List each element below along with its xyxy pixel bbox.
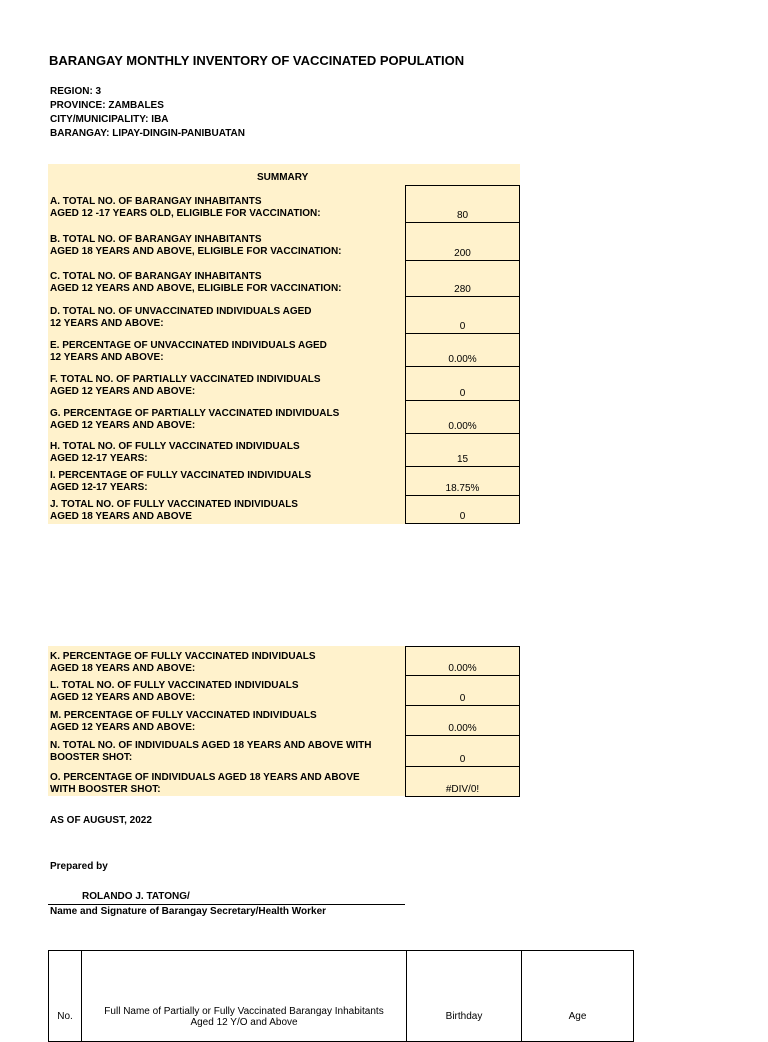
summary-heading: SUMMARY — [257, 172, 309, 183]
vaccinated-list-table — [48, 950, 634, 1042]
summary-row-b-label: B. TOTAL NO. OF BARANGAY INHABITANTS AGED 18 YEARS AND ABOVE, ELIGIBLE FOR VACCINATION: — [50, 234, 342, 257]
summary-row-o-label: O. PERCENTAGE OF INDIVIDUALS AGED 18 YEARS AND ABOVE WITH BOOSTER SHOT: — [50, 772, 360, 795]
summary-row-c-value: 280 — [405, 260, 520, 297]
summary-row-b-value: 200 — [405, 222, 520, 261]
header-age: Age — [522, 951, 634, 1042]
summary-row-f-value: 0 — [405, 366, 520, 401]
summary-row-j-label: J. TOTAL NO. OF FULLY VACCINATED INDIVIDUALS AGED 18 YEARS AND ABOVE — [50, 499, 298, 522]
region-label: REGION: 3 — [50, 86, 102, 97]
summary-row-l-value: 0 — [405, 675, 520, 706]
summary-row-m-value: 0.00% — [405, 705, 520, 736]
summary-row-c-label: C. TOTAL NO. OF BARANGAY INHABITANTS AGED 12 YEARS AND ABOVE, ELIGIBLE FOR VACCINATION: — [50, 271, 342, 294]
location-info — [50, 85, 245, 141]
summary-row-e-value: 0.00% — [405, 333, 520, 367]
province-label: PROVINCE: ZAMBALES — [50, 100, 164, 111]
summary-row-h-label: H. TOTAL NO. OF FULLY VACCINATED INDIVIDUALS AGED 12-17 YEARS: — [50, 441, 300, 464]
summary-row-n-label: N. TOTAL NO. OF INDIVIDUALS AGED 18 YEARS AND ABOVE WITH BOOSTER SHOT: — [50, 740, 372, 763]
summary-row-o-value: #DIV/0! — [405, 766, 520, 797]
page-title: BARANGAY MONTHLY INVENTORY OF VACCINATED POPULATION — [49, 53, 465, 68]
summary-row-d-value: 0 — [405, 296, 520, 334]
summary-row-l-label: L. TOTAL NO. OF FULLY VACCINATED INDIVIDUALS AGED 12 YEARS AND ABOVE: — [50, 680, 299, 703]
as-of-date: AS OF AUGUST, 2022 — [50, 815, 152, 826]
summary-row-m-label: M. PERCENTAGE OF FULLY VACCINATED INDIVIDUALS AGED 12 YEARS AND ABOVE: — [50, 710, 317, 733]
summary-row-a-value: 80 — [405, 185, 520, 223]
summary-row-g-value: 0.00% — [405, 400, 520, 434]
header-no: No. — [49, 951, 82, 1042]
signer-name: ROLANDO J. TATONG/ — [82, 891, 190, 902]
summary-row-e-label: E. PERCENTAGE OF UNVACCINATED INDIVIDUALS AGED 12 YEARS AND ABOVE: — [50, 340, 327, 363]
summary-row-a-label: A. TOTAL NO. OF BARANGAY INHABITANTS AGED 12 -17 YEARS OLD, ELIGIBLE FOR VACCINATION: — [50, 196, 321, 219]
summary-row-k-label: K. PERCENTAGE OF FULLY VACCINATED INDIVIDUALS AGED 18 YEARS AND ABOVE: — [50, 651, 316, 674]
prepared-by-label: Prepared by — [50, 861, 108, 872]
summary-row-k-value: 0.00% — [405, 646, 520, 676]
summary-row-i-label: I. PERCENTAGE OF FULLY VACCINATED INDIVIDUALS AGED 12-17 YEARS: — [50, 470, 312, 493]
summary-row-i-value: 18.75% — [405, 466, 520, 496]
barangay-label: BARANGAY: LIPAY-DINGIN-PANIBUATAN — [50, 128, 246, 139]
signer-caption: Name and Signature of Barangay Secretary/Health Worker — [50, 906, 327, 917]
summary-row-h-value: 15 — [405, 433, 520, 467]
summary-row-g-label: G. PERCENTAGE OF PARTIALLY VACCINATED INDIVIDUALS AGED 12 YEARS AND ABOVE: — [50, 408, 340, 431]
summary-row-f-label: F. TOTAL NO. OF PARTIALLY VACCINATED INDIVIDUALS AGED 12 YEARS AND ABOVE: — [50, 374, 321, 397]
summary-row-d-label: D. TOTAL NO. OF UNVACCINATED INDIVIDUALS AGED 12 YEARS AND ABOVE: — [50, 306, 312, 329]
summary-row-j-value: 0 — [405, 495, 520, 524]
city-label: CITY/MUNICIPALITY: IBA — [50, 114, 169, 125]
summary-row-n-value: 0 — [405, 735, 520, 767]
header-full-name: Full Name of Partially or Fully Vaccinated Barangay Inhabitants Aged 12 Y/O and Above — [82, 951, 407, 1042]
table-header-row — [49, 951, 634, 1042]
header-birthday: Birthday — [407, 951, 522, 1042]
signature-line — [48, 904, 405, 905]
